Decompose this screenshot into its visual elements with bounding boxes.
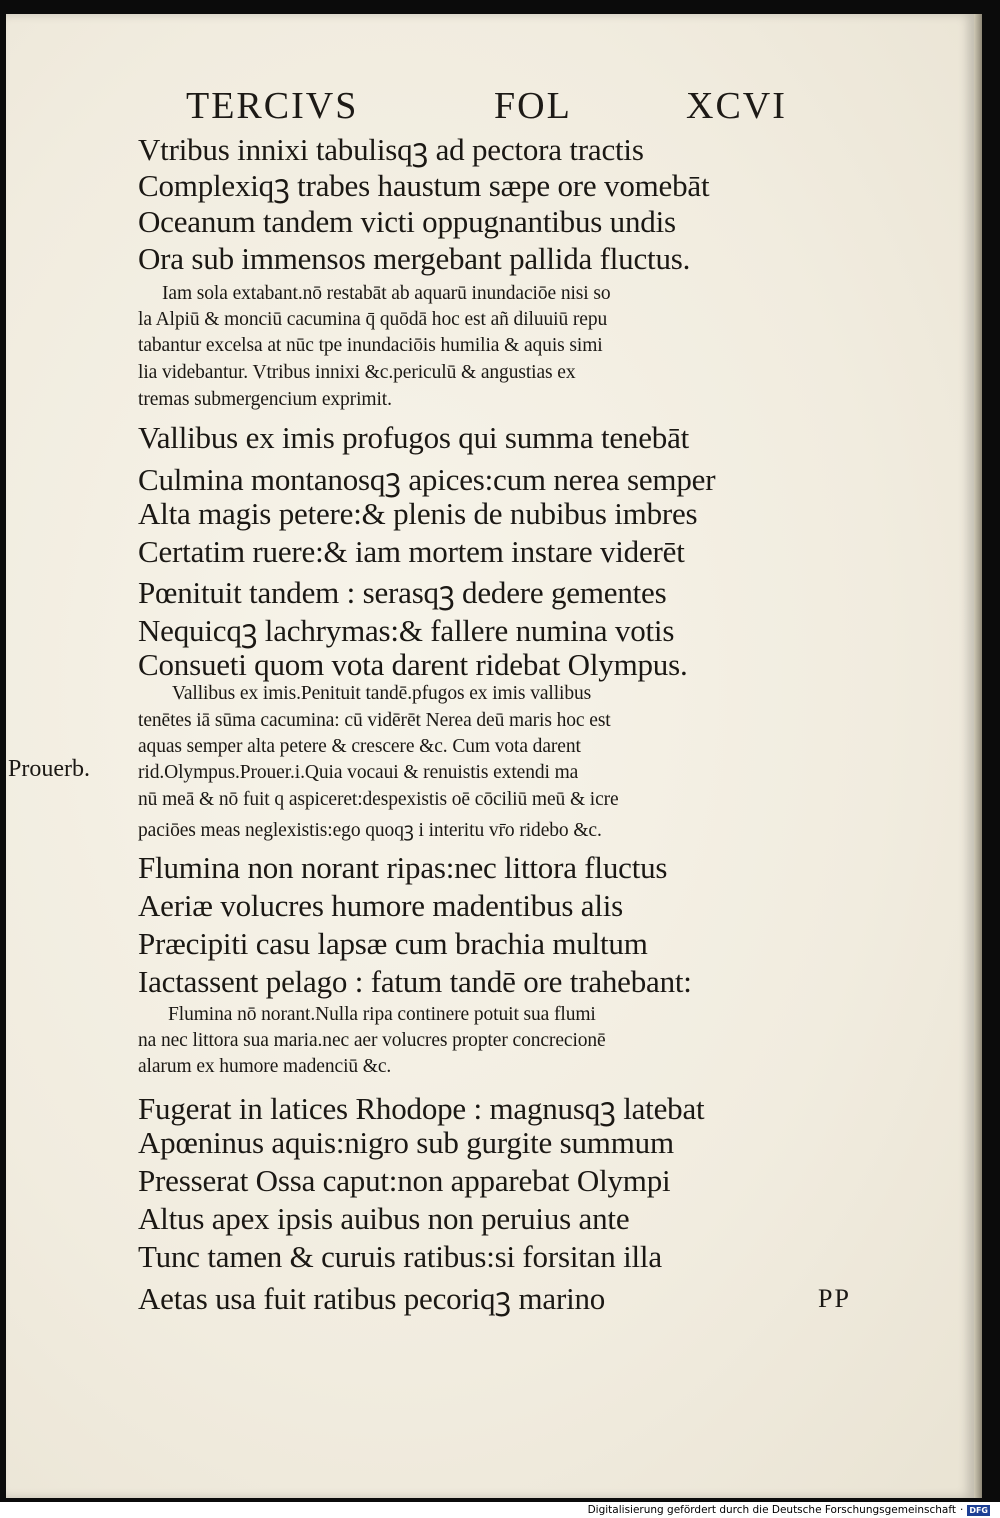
footer-separator: · [959,1504,964,1516]
verse-line: Tunc tamen & curuis ratibus:si forsitan illa [138,1239,662,1274]
commentary-line: na nec littora sua maria.nec aer volucres propter concrecionē [138,1030,606,1051]
running-head [186,84,796,126]
commentary-line: tabantur excelsa at nūc tpe inundaciōis humilia & aquis simi [138,335,603,356]
commentary-line: lia videbantur. Vtribus innixi &c.periculū & angustias ex [138,362,576,383]
verse-line: Apœninus aquis:nigro sub gurgite summum [138,1125,674,1160]
signature-mark: PP [818,1284,851,1313]
verse-line: Pœnituit tandem : serasqꝫ dedere gementes [138,575,667,610]
verse-line: Flumina non norant ripas:nec littora fluctus [138,850,668,885]
verse-line: Aeriæ volucres humore madentibus alis [138,888,624,923]
verse-line: Vallibus ex imis profugos qui summa tenebāt [138,420,690,455]
dfg-logo-icon: DFG [969,1505,988,1515]
commentary-line: paciōes meas neglexistis:ego quoqꝫ i interitu vr̄o ridebo &c. [138,820,602,841]
footer-credit [588,1502,990,1518]
running-head-left: TERCIVS [186,85,359,127]
verse-line: Nequicqꝫ lachrymas:& fallere numina votis [138,613,675,648]
commentary-line: la Alpiū & monciū cacumina q̄ quōdā hoc est añ diluuiū repu [138,309,608,330]
running-head-folio-number: XCVI [686,85,787,127]
page-edge [974,14,982,1498]
commentary-line: Flumina nō norant.Nulla ripa continere potuit sua flumi [168,1004,596,1025]
commentary-line: aquas semper alta petere & crescere &c. Cum vota darent [138,736,581,757]
commentary-line: rid.Olympus.Prouer.i.Quia vocaui & renuistis extendi ma [138,762,579,783]
running-head-folio-label: FOL [494,85,572,127]
verse-line: Oceanum tandem victi oppugnantibus undis [138,204,676,239]
footer-text: Digitalisierung gefördert durch die Deutsche Forschungsgemeinschaft [587,1504,956,1516]
commentary-line: Vallibus ex imis.Penituit tandē.pfugos ex imis vallibus [172,683,592,704]
verse-line: Vtribus innixi tabulisqꝫ ad pectora tractis [138,132,644,167]
margin-note: Prouerb. [8,756,90,782]
commentary-line: alarum ex humore madenciū &c. [138,1056,392,1077]
verse-line: Certatim ruere:& iam mortem instare viderēt [138,534,685,569]
commentary-line: tremas submergencium exprimit. [138,389,392,410]
verse-line: Iactassent pelago : fatum tandē ore trahebant: [138,964,692,999]
commentary-line: Iam sola extabant.nō restabāt ab aquarū inundaciōe nisi so [162,283,611,304]
verse-line: Altus apex ipsis auibus non peruius ante [138,1201,630,1236]
commentary-line: tenētes iā sūma cacumina: cū vidērēt Nerea deū maris hoc est [138,710,611,731]
verse-line: Aetas usa fuit ratibus pecoriqꝫ marino [138,1281,606,1316]
verse-line: Consueti quom vota darent ridebat Olympus. [138,647,688,682]
verse-line: Ora sub immensos mergebant pallida fluctus. [138,241,691,276]
verse-line: Præcipiti casu lapsæ cum brachia multum [138,926,648,961]
verse-line: Complexiqꝫ trabes haustum sæpe ore vomebāt [138,168,710,203]
verse-line: Presserat Ossa caput:non apparebat Olympi [138,1163,671,1198]
verse-line: Fugerat in latices Rhodope : magnusqꝫ latebat [138,1091,705,1126]
verse-line: Culmina montanosqꝫ apices:cum nerea semper [138,462,716,497]
commentary-line: nū meā & nō fuit q aspiceret:despexistis oē cōciliū meū & icre [138,789,619,810]
verse-line: Alta magis petere:& plenis de nubibus imbres [138,496,698,531]
